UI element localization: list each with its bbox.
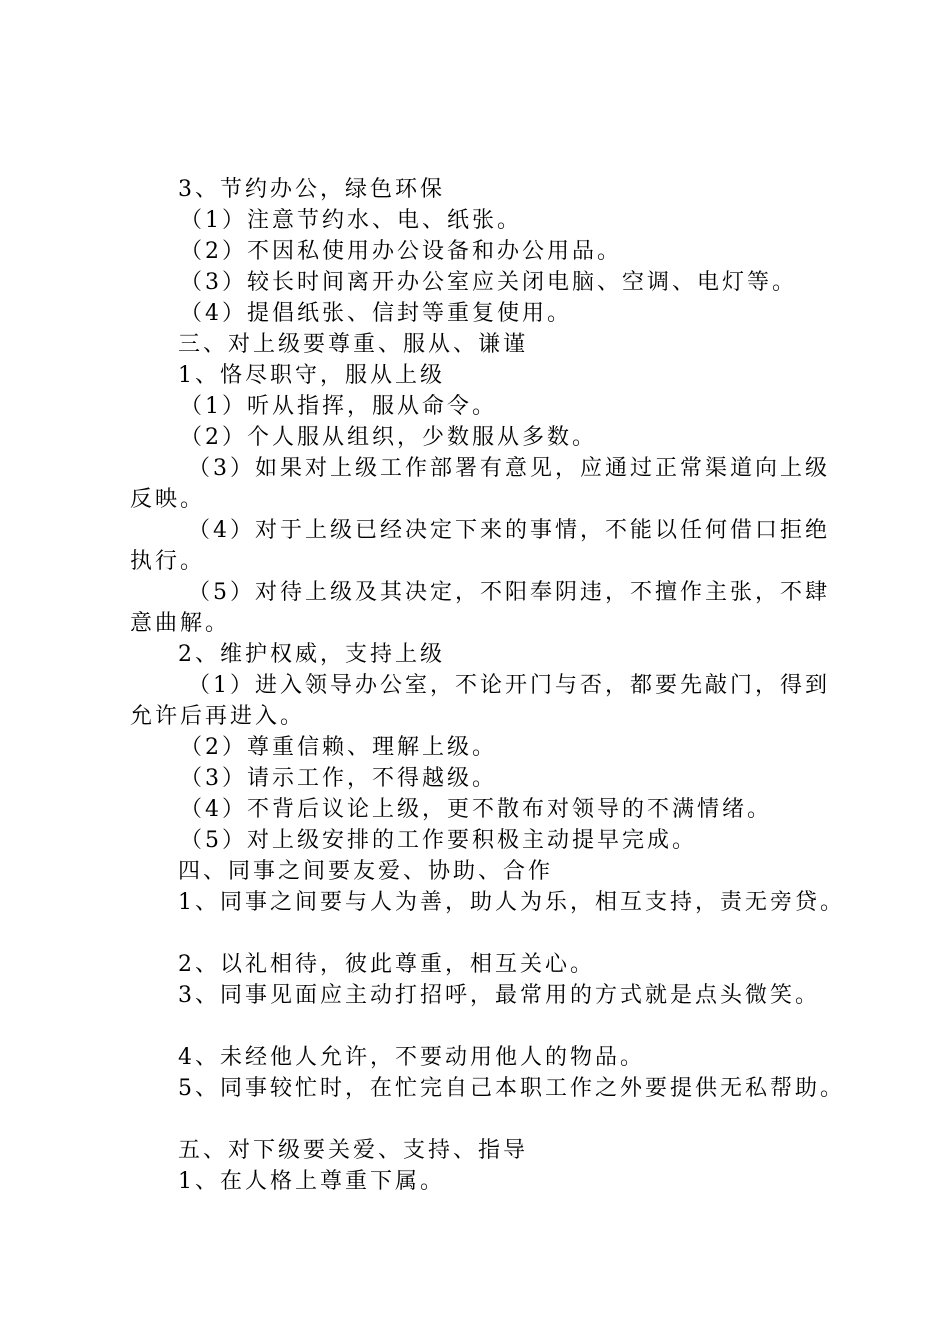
list-item: 1、同事之间要与人为善，助人为乐，相互支持，责无旁贷。 — [178, 890, 845, 915]
list-item: 2、以礼相待，彼此尊重，相互关心。 — [178, 952, 595, 977]
list-item-continuation: 执行。 — [130, 549, 206, 574]
section-heading: 三、对上级要尊重、服从、谦谨 — [178, 332, 529, 357]
blank-line — [130, 1104, 850, 1135]
subsection-heading: 3、节约办公，绿色环保 — [178, 177, 445, 202]
list-item: （5）对上级安排的工作要积极主动提早完成。 — [180, 828, 697, 853]
list-item-continuation: 允许后再进入。 — [130, 704, 306, 729]
list-item: 1、在人格上尊重下属。 — [178, 1169, 445, 1194]
list-item: （3）如果对上级工作部署有意见，应通过正常渠道向上级 — [188, 456, 830, 481]
list-item: （1）听从指挥，服从命令。 — [180, 394, 497, 419]
list-item-continuation: 反映。 — [130, 487, 206, 512]
list-item: 5、同事较忙时，在忙完自己本职工作之外要提供无私帮助。 — [178, 1076, 845, 1101]
list-item: （2）尊重信赖、理解上级。 — [180, 735, 497, 760]
list-item: （3）请示工作，不得越级。 — [180, 766, 497, 791]
blank-line — [130, 918, 850, 949]
list-item: （1）进入领导办公室，不论开门与否，都要先敲门，得到 — [188, 673, 830, 698]
list-item: （4）对于上级已经决定下来的事情，不能以任何借口拒绝 — [188, 518, 830, 543]
document-body — [130, 174, 850, 1197]
list-item: 3、同事见面应主动打招呼，最常用的方式就是点头微笑。 — [178, 983, 820, 1008]
section-heading: 五、对下级要关爱、支持、指导 — [178, 1138, 529, 1163]
blank-line — [130, 1011, 850, 1042]
subsection-heading: 2、维护权威，支持上级 — [178, 642, 445, 667]
list-item: （4）提倡纸张、信封等重复使用。 — [180, 301, 572, 326]
list-item-continuation: 意曲解。 — [130, 611, 231, 636]
section-heading: 四、同事之间要友爱、协助、合作 — [178, 859, 554, 884]
list-item: （5）对待上级及其决定，不阳奉阴违，不擅作主张，不肆 — [188, 580, 830, 605]
list-item: （3）较长时间离开办公室应关闭电脑、空调、电灯等。 — [180, 270, 797, 295]
list-item: （4）不背后议论上级，更不散布对领导的不满情绪。 — [180, 797, 772, 822]
list-item: （1）注意节约水、电、纸张。 — [180, 208, 522, 233]
list-item: （2）个人服从组织，少数服从多数。 — [180, 425, 597, 450]
list-item: 4、未经他人允许，不要动用他人的物品。 — [178, 1045, 645, 1070]
list-item: （2）不因私使用办公设备和办公用品。 — [180, 239, 622, 264]
subsection-heading: 1、恪尽职守，服从上级 — [178, 363, 445, 388]
